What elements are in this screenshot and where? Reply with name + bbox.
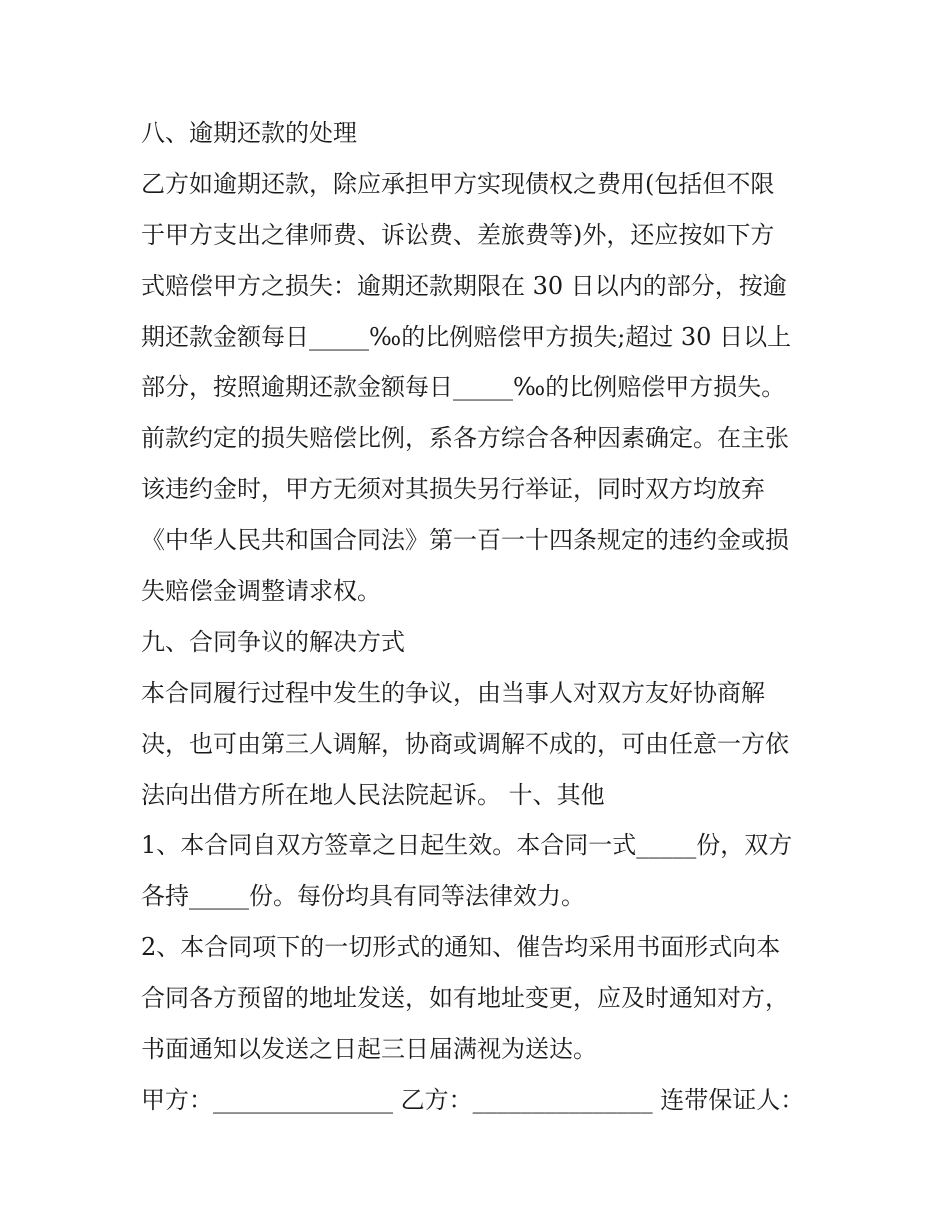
clause-line: 合同各方预留的地址发送，如有地址变更，应及时通知对方， <box>141 984 789 1013</box>
signature-line: 甲方：_______________ 乙方：_______________ 连带保证人： <box>141 1085 805 1114</box>
paragraph-line: 于甲方支出之律师费、诉讼费、差旅费等)外，还应按如下方 <box>141 220 775 249</box>
paragraph-line: 本合同履行过程中发生的争议，由当事人对双方友好协商解 <box>141 678 765 707</box>
paragraph-line: 式赔偿甲方之损失：逾期还款期限在 30 日以内的部分，按逾 <box>141 271 787 300</box>
section-heading-dispute-resolution: 九、合同争议的解决方式 <box>141 627 405 656</box>
paragraph-line: 前款约定的损失赔偿比例，系各方综合各种因素确定。在主张 <box>141 424 789 453</box>
clause-line: 书面通知以发送之日起三日届满视为送达。 <box>141 1035 597 1064</box>
document-body <box>141 108 821 1126</box>
clause-line: 各持_____份。每份均具有同等法律效力。 <box>141 882 585 911</box>
clause-line: 2、本合同项下的一切形式的通知、催告均采用书面形式向本 <box>141 933 781 962</box>
paragraph-line: 期还款金额每日_____‰的比例赔偿甲方损失;超过 30 日以上 <box>141 322 792 351</box>
clause-line: 1、本合同自双方签章之日起生效。本合同一式_____份，双方 <box>141 831 793 860</box>
paragraph-line: 失赔偿金调整请求权。 <box>141 577 381 606</box>
paragraph-line: 《中华人民共和国合同法》第一百一十四条规定的违约金或损 <box>141 526 789 555</box>
paragraph-line: 法向出借方所在地人民法院起诉。 十、其他 <box>141 780 605 809</box>
paragraph-line: 该违约金时，甲方无须对其损失另行举证，同时双方均放弃 <box>141 475 765 504</box>
paragraph-line: 决，也可由第三人调解，协商或调解不成的，可由任意一方依 <box>141 729 789 758</box>
paragraph-line: 乙方如逾期还款，除应承担甲方实现债权之费用(包括但不限 <box>141 169 775 198</box>
section-heading-overdue-repayment: 八、逾期还款的处理 <box>141 119 357 147</box>
paragraph-line: 部分，按照逾期还款金额每日_____‰的比例赔偿甲方损失。 <box>141 373 786 402</box>
